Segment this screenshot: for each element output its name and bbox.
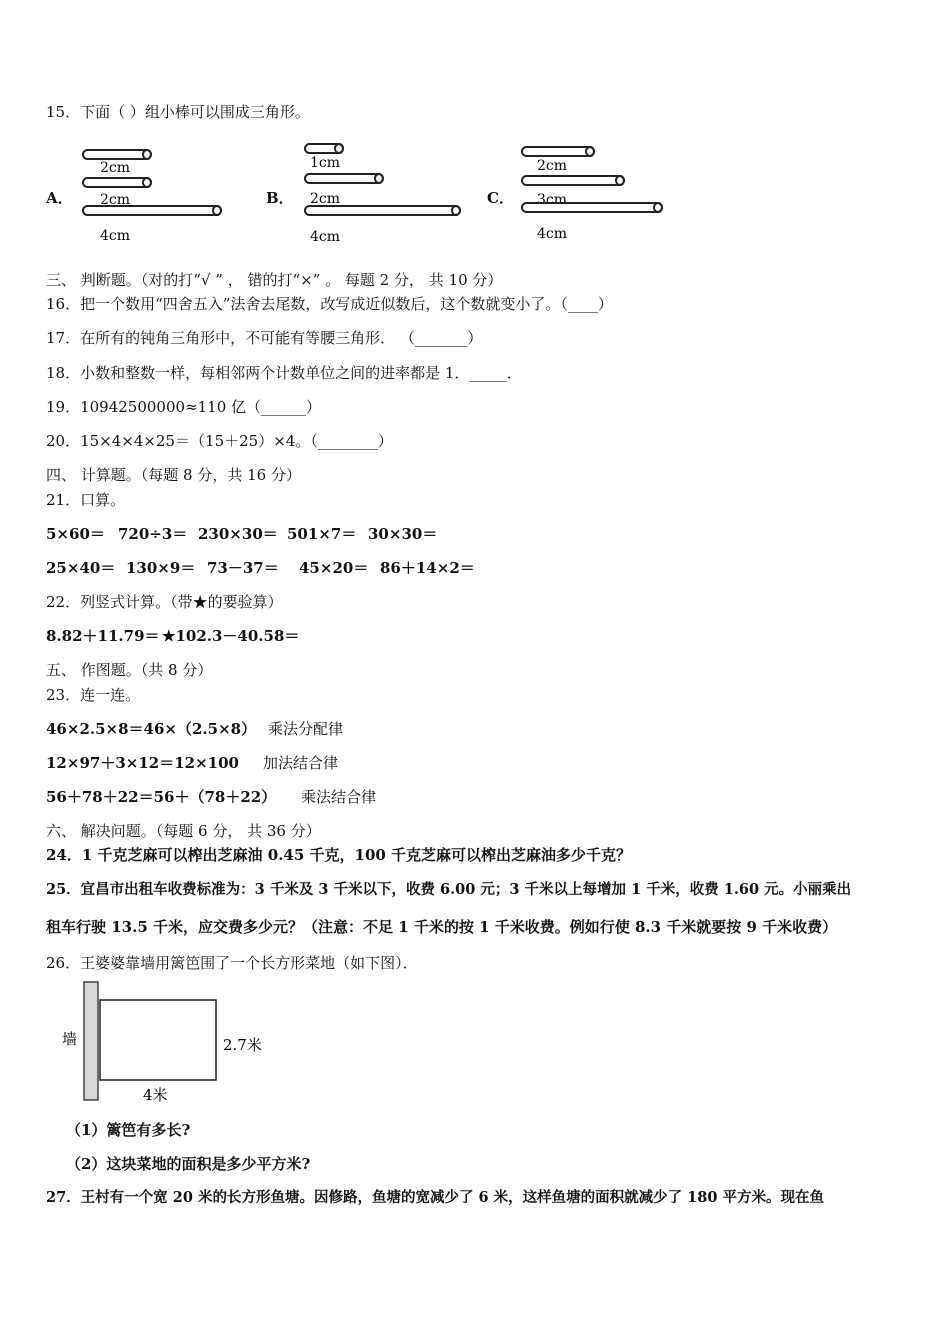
q26-sub2: （2）这块菜地的面积是多少平方米? [66,1155,311,1173]
q26-sub1: （1）篱笆有多长? [66,1121,191,1139]
stick-label: 2cm [100,160,131,176]
option-b-label: B． [266,189,294,207]
stick-label: 4cm [310,229,341,245]
q27: 27．王村有一个宽 20 米的长方形鱼塘。因修路，鱼塘的宽减少了 6 米，这样鱼塘的面积就减少了 180 平方米。现在鱼 [46,1189,824,1206]
stick [522,147,594,156]
match-expression: 56＋78＋22＝56＋（78＋22） [46,788,277,806]
q17: 17．在所有的钝角三角形中，不可能有等腰三角形． （_______） [46,329,483,347]
stick-label: 4cm [537,226,568,242]
option-c-sticks [517,140,677,250]
stick-label: 3cm [537,192,568,208]
q16: 16．把一个数用“四舍五入”法舍去尾数，改写成近似数后，这个数就变小了。（____） [46,295,613,313]
oral-calc: 720÷3＝ [118,525,188,543]
stick-label: 1cm [310,155,341,171]
q25-line1: 25．宜昌市出租车收费标准为：3 千米及 3 千米以下，收费 6.00 元；3 千米以上每增加 1 千米，收费 1.60 元。小丽乘出 [46,881,852,898]
match-law: 乘法分配律 [268,720,344,738]
match-law: 乘法结合律 [301,788,377,806]
stick [305,144,343,153]
wall-label: 墙 [62,1030,78,1048]
match-law: 加法结合律 [263,754,339,772]
oral-calc: 230×30＝ [198,525,278,543]
oral-calc: 501×7＝ [287,525,357,543]
oral-calc: 45×20＝ [299,559,369,577]
wall [84,982,98,1100]
oral-calc: 86＋14×2＝ [380,559,475,577]
match-expression: 12×97＋3×12＝12×100 [46,754,239,772]
vertical-calc: ★102.3－40.58＝ [162,627,300,645]
q26: 26．王婆婆靠墙用篱笆围了一个长方形菜地（如下图）． [46,954,418,972]
stick [305,206,460,215]
option-b-sticks [300,140,470,250]
stick-label: 2cm [100,192,131,208]
q18: 18．小数和整数一样，每相邻两个计数单位之间的进率都是 1．_____． [46,364,522,382]
q22: 22．列竖式计算。（带★的要验算） [46,593,283,611]
q24: 24．1 千克芝麻可以榨出芝麻油 0.45 千克，100 千克芝麻可以榨出芝麻油多少千克？ [46,846,632,864]
garden-figure [55,980,285,1108]
q25-line2: 租车行驶 13.5 千米，应交费多少元？（注意：不足 1 千米的按 1 千米收费。例如行使 8.3 千米就要按 9 千米收费） [46,918,838,936]
section5-title: 五、 作图题。（共 8 分） [46,661,213,679]
stick-label: 2cm [310,191,341,207]
oral-calc: 25×40＝ [46,559,116,577]
oral-calc: 73－37＝ [207,559,279,577]
stick [83,178,151,187]
stick-label: 2cm [537,158,568,174]
stick [83,150,151,159]
match-expression: 46×2.5×8＝46×（2.5×8） [46,720,257,738]
option-c-label: C． [487,189,514,207]
section6-title: 六、 解决问题。（每题 6 分， 共 36 分） [46,822,321,840]
section4-title: 四、 计算题。（每题 8 分，共 16 分） [46,466,301,484]
section3-title: 三、 判断题。（对的打“√ ” ， 错的打“×” 。 每题 2 分， 共 10 分） [46,271,503,289]
option-a-label: A． [46,189,73,207]
oral-calc: 5×60＝ [46,525,105,543]
stick [305,174,383,183]
q15-text: 15．下面（ ）组小棒可以围成三角形。 [46,103,310,121]
option-a-sticks [78,140,228,250]
stick-label: 4cm [100,228,131,244]
oral-calc: 130×9＝ [126,559,196,577]
q21: 21．口算。 [46,491,126,509]
width-label: 4米 [143,1086,168,1104]
q20: 20．15×4×4×25＝（15＋25）×4。（________） [46,432,393,450]
vertical-calc: 8.82＋11.79＝ [46,627,160,645]
oral-calc: 30×30＝ [368,525,438,543]
q19: 19．10942500000≈110 亿（______） [46,398,322,416]
height-label: 2.7米 [223,1036,262,1054]
stick [522,176,624,185]
garden-rectangle [100,1000,216,1080]
q23: 23．连一连。 [46,686,141,704]
